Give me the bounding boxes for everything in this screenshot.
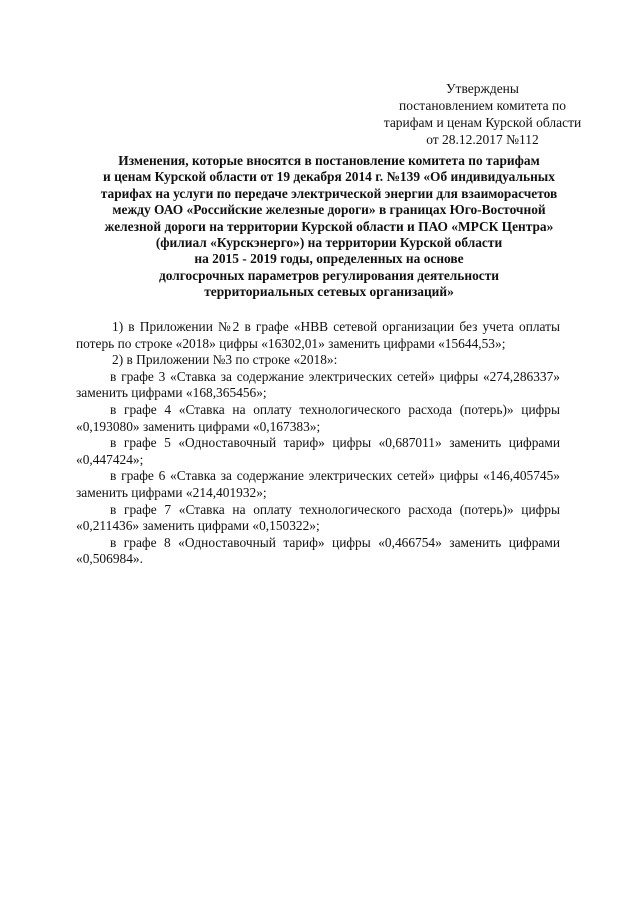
paragraph-column-3: в графе 3 «Ставка за содержание электрических сетей» цифры «274,286337» заменить цифрами «168,365456»;: [76, 368, 560, 401]
paragraph-column-6: в графе 6 «Ставка за содержание электрических сетей» цифры «146,405745» заменить цифрами «214,401932»;: [76, 468, 560, 500]
paragraph-column-4: в графе 4 «Ставка на оплату технологического расхода (потерь)» цифры «0,193080» заменить цифрами «0,167383»;: [76, 401, 560, 434]
document-body: [76, 319, 560, 568]
title-line: (филиал «Курскэнерго») на территории Курской области: [155, 235, 503, 251]
approval-block: [375, 80, 590, 148]
title-line: долгосрочных параметров регулирования деятельности: [158, 267, 500, 283]
paragraph-column-5: в графе 5 «Одноставочный тариф» цифры «0,687011» заменить цифрами «0,447424»;: [76, 435, 560, 467]
approval-line: постановлением комитета по: [398, 98, 567, 113]
paragraph-column-7: в графе 7 «Ставка на оплату технологического расхода (потерь)» цифры «0,211436» заменить цифрами «0,150322»;: [76, 501, 560, 534]
paragraph-item-1: 1) в Приложении №2 в графе «НВВ сетевой организации без учета оплаты потерь по строке «2018» цифры «16302,01» заменить цифрами «15644,53»;: [76, 319, 560, 351]
title-line: тарифах на услуги по передаче электрической энергии для взаиморасчетов: [100, 185, 558, 201]
title-line: на 2015 - 2019 годы, определенных на основе: [194, 251, 464, 267]
title-line: Изменения, которые вносятся в постановление комитета по тарифам: [118, 153, 540, 168]
title-line: территориальных сетевых организаций»: [204, 284, 454, 300]
title-line: между ОАО «Российские железные дороги» в границах Юго-Восточной: [112, 202, 546, 218]
title-line: железной дороги на территории Курской области и ПАО «МРСК Центра»: [104, 218, 554, 234]
paragraph-column-8: в графе 8 «Одноставочный тариф» цифры «0,466754» заменить цифрами «0,506984».: [76, 534, 560, 567]
approval-date-line: от 28.12.2017 №112: [426, 132, 539, 147]
approval-line: Утверждены: [446, 81, 519, 96]
paragraph-item-2: 2) в Приложении №3 по строке «2018»:: [112, 352, 338, 368]
document-title: [80, 153, 578, 301]
title-line: и ценам Курской области от 19 декабря 2014 г. №139 «Об индивидуальных: [103, 169, 555, 185]
approval-line: тарифам и ценам Курской области: [383, 115, 582, 130]
